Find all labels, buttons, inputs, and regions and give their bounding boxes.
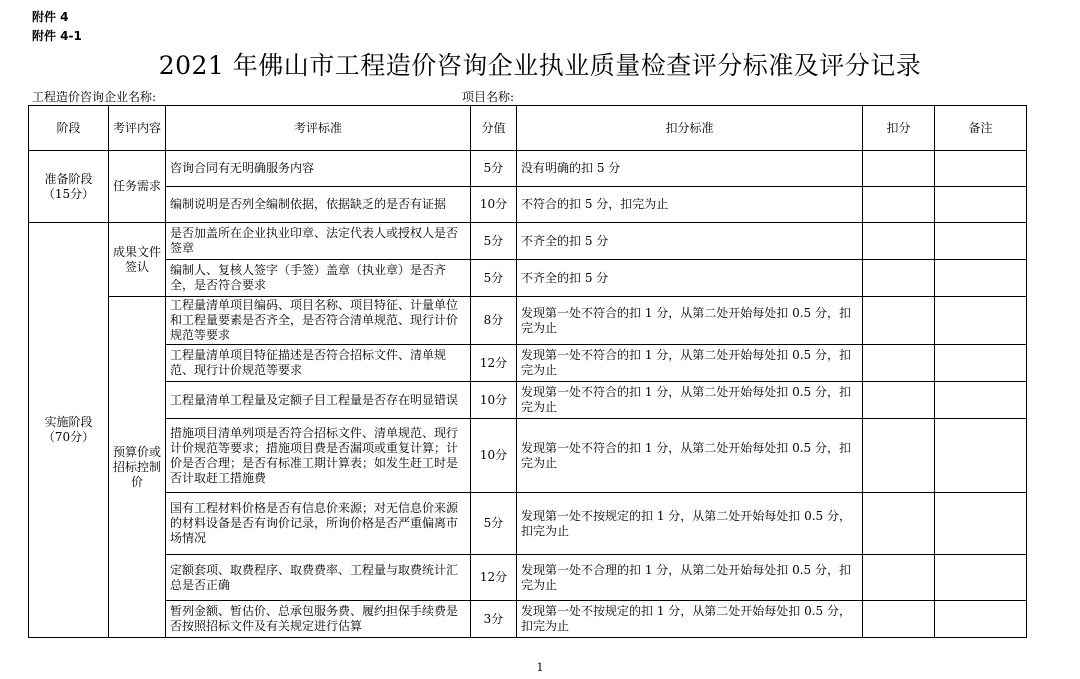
table-row xyxy=(29,223,1027,260)
deducted-cell[interactable] xyxy=(863,382,935,419)
table-row xyxy=(29,419,1027,493)
deducted-cell[interactable] xyxy=(863,419,935,493)
score-cell: 3分 xyxy=(471,601,517,638)
remark-cell[interactable] xyxy=(935,382,1027,419)
table-row xyxy=(29,555,1027,601)
table-row xyxy=(29,382,1027,419)
header-score: 分值 xyxy=(471,106,517,151)
table-header-row xyxy=(29,106,1027,151)
company-name-label: 工程造价咨询企业名称: xyxy=(32,90,157,104)
deducted-cell[interactable] xyxy=(863,260,935,297)
remark-cell[interactable] xyxy=(935,151,1027,187)
remark-cell[interactable] xyxy=(935,555,1027,601)
page-title: 2021 年佛山市工程造价咨询企业执业质量检查评分标准及评分记录 xyxy=(158,51,922,80)
remark-cell[interactable] xyxy=(935,345,1027,382)
criteria-cell: 工程量清单项目特征描述是否符合招标文件、清单规范、现行计价规范等要求 xyxy=(166,345,471,382)
deduction-cell: 发现第一处不符合的扣 1 分，从第二处开始每处扣 0.5 分，扣完为止 xyxy=(517,419,863,493)
header-deducted: 扣分 xyxy=(863,106,935,151)
scoring-table xyxy=(28,105,1027,638)
header-criteria: 考评标准 xyxy=(166,106,471,151)
deduction-cell: 不齐全的扣 5 分 xyxy=(517,260,863,297)
deducted-cell[interactable] xyxy=(863,601,935,638)
deduction-cell: 发现第一处不按规定的扣 1 分，从第二处开始每处扣 0.5 分，扣完为止 xyxy=(517,601,863,638)
score-cell: 5分 xyxy=(471,260,517,297)
score-cell: 12分 xyxy=(471,555,517,601)
criteria-cell: 国有工程材料价格是否有信息价来源；对无信息价来源的材料设备是否有询价记录，所询价格是否严重偏离市场情况 xyxy=(166,493,471,555)
criteria-cell: 暂列金额、暂估价、总承包服务费、履约担保手续费是否按照招标文件及有关规定进行估算 xyxy=(166,601,471,638)
criteria-cell: 编制说明是否列全编制依据，依据缺乏的是否有证据 xyxy=(166,187,471,223)
criteria-cell: 工程量清单项目编码、项目名称、项目特征、计量单位和工程量要素是否齐全，是否符合清单规范、现行计价规范等要求 xyxy=(166,297,471,345)
table-row xyxy=(29,345,1027,382)
score-cell: 10分 xyxy=(471,382,517,419)
criteria-cell: 措施项目清单列项是否符合招标文件、清单规范、现行计价规范等要求；措施项目费是否漏项或重复计算；计价是否合理；是否有标准工期计算表；如发生赶工时是否计取赶工措施费 xyxy=(166,419,471,493)
table-row xyxy=(29,297,1027,345)
criteria-cell: 是否加盖所在企业执业印章、法定代表人或授权人是否签章 xyxy=(166,223,471,260)
stage-cell: 实施阶段（70分） xyxy=(29,223,109,638)
remark-cell[interactable] xyxy=(935,419,1027,493)
remark-cell[interactable] xyxy=(935,260,1027,297)
stage-cell: 准备阶段（15分） xyxy=(29,151,109,223)
header-content: 考评内容 xyxy=(109,106,166,151)
table-row xyxy=(29,187,1027,223)
criteria-cell: 定额套项、取费程序、取费费率、工程量与取费统计汇总是否正确 xyxy=(166,555,471,601)
criteria-cell: 编制人、复核人签字（手签）盖章（执业章）是否齐全，是否符合要求 xyxy=(166,260,471,297)
table-row xyxy=(29,493,1027,555)
score-cell: 12分 xyxy=(471,345,517,382)
deducted-cell[interactable] xyxy=(863,493,935,555)
page-number: 1 xyxy=(536,661,544,674)
remark-cell[interactable] xyxy=(935,187,1027,223)
deduction-cell: 不齐全的扣 5 分 xyxy=(517,223,863,260)
score-cell: 5分 xyxy=(471,223,517,260)
deduction-cell: 不符合的扣 5 分，扣完为止 xyxy=(517,187,863,223)
table-row xyxy=(29,260,1027,297)
score-cell: 5分 xyxy=(471,151,517,187)
deduction-cell: 发现第一处不符合的扣 1 分，从第二处开始每处扣 0.5 分，扣完为止 xyxy=(517,297,863,345)
header-deduction: 扣分标准 xyxy=(517,106,863,151)
table-row xyxy=(29,151,1027,187)
deduction-cell: 没有明确的扣 5 分 xyxy=(517,151,863,187)
table-row xyxy=(29,601,1027,638)
deduction-cell: 发现第一处不符合的扣 1 分，从第二处开始每处扣 0.5 分，扣完为止 xyxy=(517,345,863,382)
criteria-cell: 工程量清单工程量及定额子目工程量是否存在明显错误 xyxy=(166,382,471,419)
score-cell: 8分 xyxy=(471,297,517,345)
remark-cell[interactable] xyxy=(935,297,1027,345)
deduction-cell: 发现第一处不合理的扣 1 分，从第二处开始每处扣 0.5 分，扣完为止 xyxy=(517,555,863,601)
remark-cell[interactable] xyxy=(935,493,1027,555)
deducted-cell[interactable] xyxy=(863,151,935,187)
deduction-cell: 发现第一处不符合的扣 1 分，从第二处开始每处扣 0.5 分，扣完为止 xyxy=(517,382,863,419)
score-cell: 10分 xyxy=(471,187,517,223)
deducted-cell[interactable] xyxy=(863,223,935,260)
score-cell: 10分 xyxy=(471,419,517,493)
content-cell: 成果文件签认 xyxy=(109,223,166,297)
remark-cell[interactable] xyxy=(935,601,1027,638)
deducted-cell[interactable] xyxy=(863,345,935,382)
content-cell: 预算价或招标控制价 xyxy=(109,297,166,638)
header-stage: 阶段 xyxy=(29,106,109,151)
content-cell: 任务需求 xyxy=(109,151,166,223)
deducted-cell[interactable] xyxy=(863,297,935,345)
deducted-cell[interactable] xyxy=(863,555,935,601)
project-name-label: 项目名称: xyxy=(462,90,515,104)
deducted-cell[interactable] xyxy=(863,187,935,223)
score-cell: 5分 xyxy=(471,493,517,555)
remark-cell[interactable] xyxy=(935,223,1027,260)
header-remark: 备注 xyxy=(935,106,1027,151)
annex-label: 附件 4 xyxy=(32,10,69,24)
criteria-cell: 咨询合同有无明确服务内容 xyxy=(166,151,471,187)
annex-sub-label: 附件 4-1 xyxy=(32,29,82,43)
deduction-cell: 发现第一处不按规定的扣 1 分，从第二处开始每处扣 0.5 分，扣完为止 xyxy=(517,493,863,555)
